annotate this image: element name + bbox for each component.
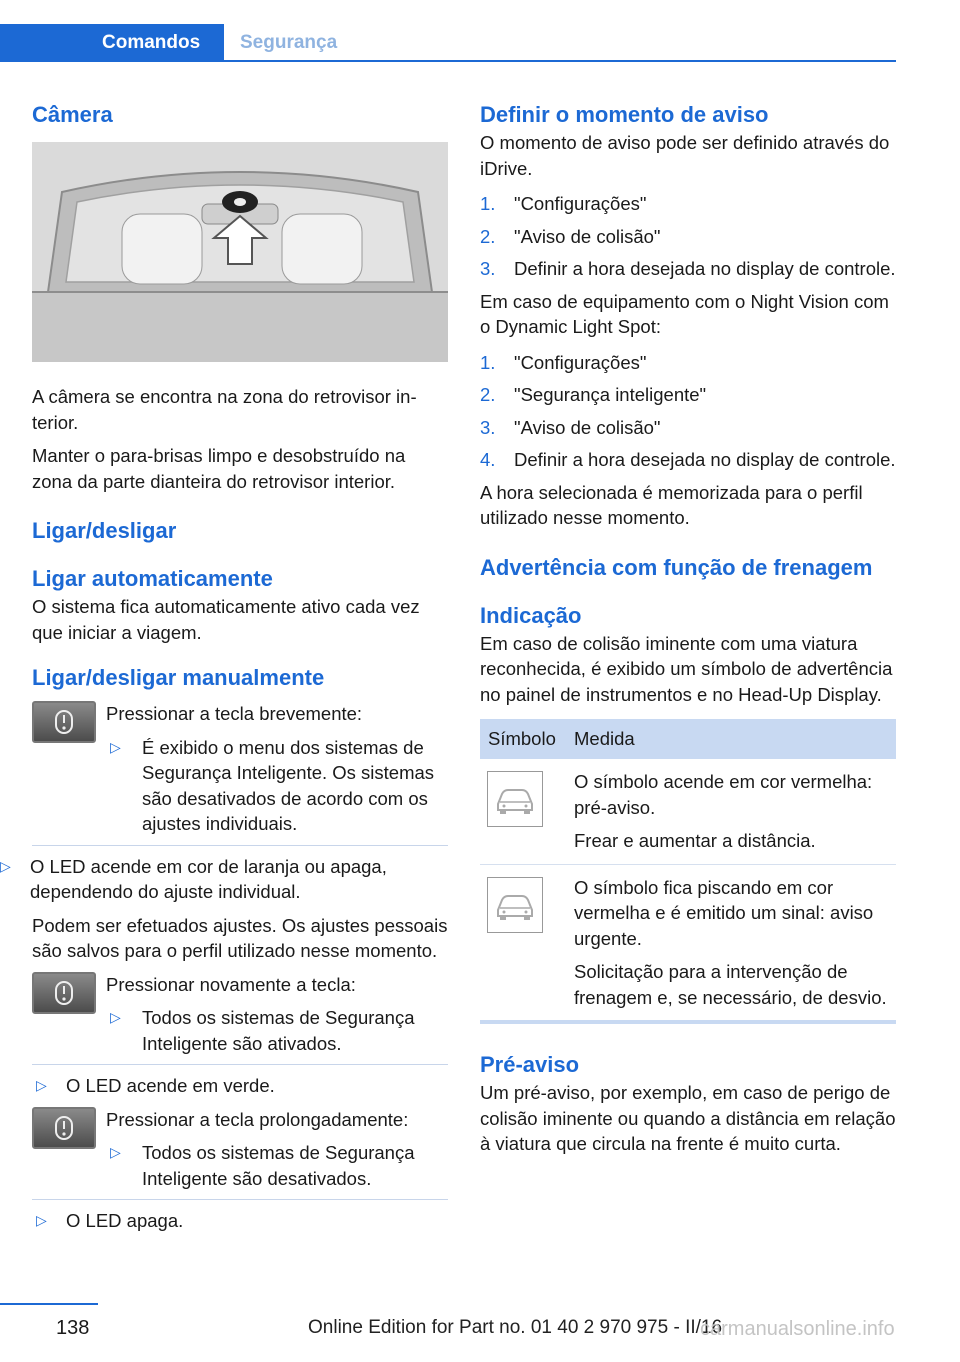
step-text: "Segurança inteligente" — [514, 384, 707, 405]
auto-text: O sistema fica automaticamente ativo cada vez que iniciar a viagem. — [32, 596, 420, 643]
row1-text-b: Frear e aumentar a distância. — [574, 830, 816, 851]
triangle-icon: ▷ — [0, 857, 11, 874]
row2-text-b: Solicitação para a intervenção de frenagem e, se necessário, de desvio. — [574, 961, 887, 1008]
list-item — [480, 256, 896, 282]
step-text: "Aviso de colisão" — [514, 225, 661, 247]
table-header-measure: Medida — [566, 719, 896, 759]
press-short-text: Pressionar a tecla brevemente: — [106, 703, 363, 724]
warn-heading: Definir o momento de aviso — [480, 102, 769, 127]
steps-list-1 — [480, 191, 896, 282]
adjust-text: Podem ser efetuados ajustes. Os ajustes pessoais são salvos para o perfil utilizado nesse momento. — [32, 914, 448, 961]
warn-text: O momento de aviso pode ser definido através do iDrive. — [480, 132, 890, 179]
page-number: 138 — [56, 1317, 90, 1339]
table-row — [480, 864, 896, 1022]
step-text: "Configurações" — [514, 193, 647, 214]
brake-heading: Advertência com função de frenagem — [480, 554, 873, 580]
symbol-table — [480, 719, 896, 1024]
table-row — [480, 759, 896, 864]
row2-text-a: O símbolo fica piscando em cor vermelha e é emitido um sinal: aviso urgente. — [574, 876, 874, 949]
windshield-camera-illustration — [32, 142, 448, 362]
edition-text: Online Edition for Part no. 01 40 2 970 975 - II/16 — [308, 1317, 723, 1338]
step-number: 1. — [480, 193, 496, 214]
list-item: ▷ O LED acende em cor de laranja ou apaga, dependendo do ajuste individual. — [0, 855, 387, 902]
right-column — [480, 100, 896, 1157]
step-text: Definir a hora desejada no display de controle. — [514, 258, 896, 279]
auto-heading: Ligar automaticamente — [32, 566, 273, 591]
onoff-heading: Ligar/desligar — [32, 518, 177, 543]
tab-comandos[interactable]: Comandos — [0, 24, 224, 62]
header-tabs — [0, 24, 896, 62]
manual-heading: Ligar/desligar manualmente — [32, 665, 325, 690]
camera-image — [32, 142, 448, 362]
safety-button-icon — [32, 1107, 96, 1149]
preaviso-text: Um pré-aviso, por exemplo, em caso de perigo de colisão iminente ou quando a distância em relação à viatura que circula na frente é muito curta. — [480, 1082, 896, 1154]
step-number: 3. — [480, 416, 496, 438]
step-number: 3. — [480, 258, 496, 279]
triangle-icon: ▷ — [110, 1009, 121, 1025]
safety-button-icon — [32, 972, 96, 1014]
press-long-block — [32, 1107, 448, 1192]
triangle-icon: ▷ — [110, 1144, 121, 1160]
car-warning-icon — [487, 771, 543, 827]
list-item: ▷ O LED acende em verde. — [32, 1073, 448, 1099]
triangle-icon: ▷ — [110, 738, 121, 755]
watermark-text: carmanualsonline.info — [700, 1318, 895, 1340]
list-item — [480, 350, 896, 376]
car-warning-icon — [487, 877, 543, 933]
press-again-block — [32, 972, 448, 1057]
list-item — [480, 382, 896, 408]
list-item — [480, 447, 896, 473]
triangle-icon: ▷ — [36, 1212, 47, 1228]
left-column — [0, 100, 448, 1234]
camera-text-2: Manter o para-brisas limpo e desobstruído na zona da parte dianteira do retrovisor interior. — [32, 445, 406, 492]
step-number: 1. — [480, 351, 496, 373]
tab-seguranca[interactable]: Segurança — [240, 32, 338, 53]
list-item — [480, 415, 896, 441]
list-item: ▷ Todos os sistemas de Segurança Inteligente são ativados. — [110, 1007, 415, 1054]
step-text: Definir a hora desejada no display de controle. — [514, 449, 896, 470]
indication-heading: Indicação — [480, 602, 582, 628]
press-short-block — [32, 701, 448, 837]
memo-text: A hora selecionada é memorizada para o perfil utilizado nesse momento. — [480, 481, 863, 528]
indication-text: Em caso de colisão iminente com uma viatura reconhecida, é exibido um símbolo de advertência no painel de instrumentos e no Head-Up Display. — [480, 632, 893, 705]
nightvision-text: Em caso de equipamento com o Night Vision com o Dynamic Light Spot: — [480, 290, 889, 337]
step-text: "Aviso de colisão" — [514, 416, 661, 438]
steps-list-2 — [480, 350, 896, 473]
camera-heading: Câmera — [32, 102, 113, 127]
row1-text-a: O símbolo acende em cor vermelha: pré-aviso. — [574, 771, 873, 818]
step-number: 4. — [480, 449, 496, 470]
step-number: 2. — [480, 225, 496, 247]
triangle-icon: ▷ — [36, 1077, 47, 1093]
step-text: "Configurações" — [514, 351, 647, 373]
camera-text-1: A câmera se encontra na zona do retrovisor interior. — [32, 386, 417, 433]
preaviso-heading: Pré-aviso — [480, 1052, 580, 1077]
step-number: 2. — [480, 384, 496, 405]
list-item: ▷ É exibido o menu dos sistemas de Segurança Inteligente. Os sistemas são desativados de acordo com os ajustes individuais. — [110, 736, 435, 834]
table-header-symbol: Símbolo — [480, 719, 566, 759]
list-item — [480, 224, 896, 250]
page-number-rule — [0, 1303, 98, 1305]
list-item: ▷ Todos os sistemas de Segurança Inteligente são desativados. — [110, 1142, 415, 1189]
list-item — [480, 191, 896, 217]
safety-button-icon — [32, 701, 96, 743]
list-item: ▷ O LED apaga. — [32, 1208, 448, 1234]
press-long-text: Pressionar a tecla prolongadamente: — [106, 1108, 409, 1130]
press-again-text: Pressionar novamente a tecla: — [106, 973, 356, 995]
